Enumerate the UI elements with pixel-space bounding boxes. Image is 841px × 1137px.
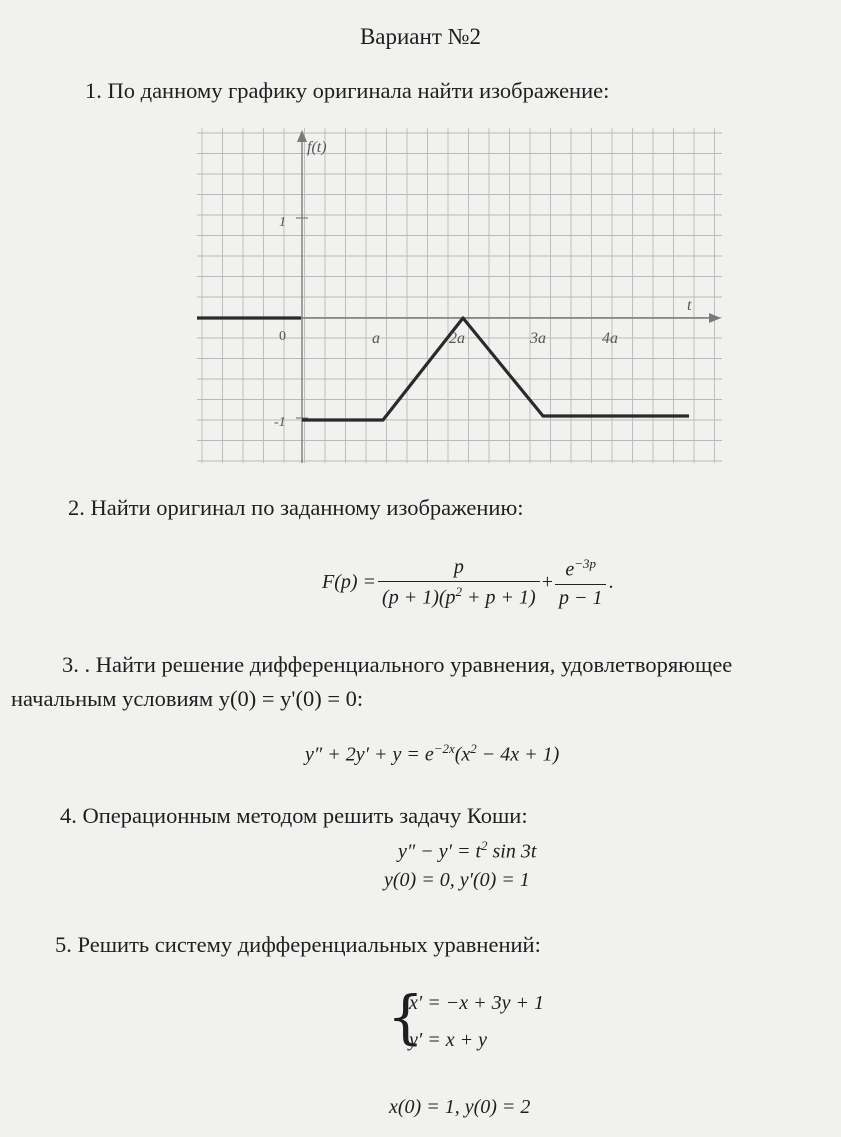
t-axis-label: t	[687, 297, 692, 314]
axes	[197, 130, 721, 463]
plus-sign: +	[541, 571, 553, 594]
fraction-1-numerator: p	[453, 556, 464, 578]
original-function-graph	[197, 128, 727, 468]
task4-equation: $y'' - y' = t^2$ sin 3t	[398, 838, 537, 863]
f-axis-arrow	[297, 130, 307, 142]
task3-equation: $y'' + 2y' + y = e^{-2x}(x^2 - 4x + 1)$	[305, 741, 560, 766]
tick-label-0: 0	[279, 329, 286, 344]
task3-line2: начальным условиям y(0) = y'(0) = 0:	[11, 686, 364, 711]
variant-title: Вариант №2	[359, 24, 482, 49]
graph-grid	[197, 128, 722, 463]
fraction-1	[378, 556, 540, 610]
task2-formula	[322, 556, 613, 610]
system-equation-2: y′ = x + y	[409, 1029, 487, 1051]
task2-text: 2. Найти оригинал по заданному изображению:	[68, 495, 524, 520]
task4-initial-conditions: y(0) = 0, y′(0) = 1	[384, 869, 530, 891]
tick-label-3a: 3a	[530, 330, 546, 347]
task4-text: 4. Операционным методом решить задачу Коши:	[60, 803, 528, 828]
system-equation-1: x′ = −x + 3y + 1	[409, 992, 544, 1014]
tick-label-m1: -1	[274, 415, 286, 430]
f-axis-label: f(t)	[307, 139, 327, 156]
tick-label-a: a	[372, 330, 380, 347]
task5-initial-conditions: x(0) = 1, y(0) = 2	[389, 1096, 531, 1118]
function-line-main	[302, 318, 689, 420]
task3-line1: 3. . Найти решение дифференциального уравнения, удовлетворяющее	[62, 652, 733, 677]
fraction-2-denominator: p − 1	[555, 584, 607, 610]
fraction-2-numerator: $e^{-3p}$	[565, 556, 597, 581]
task5-text: 5. Решить систему дифференциальных уравнений:	[55, 932, 541, 957]
tick-label-4a: 4a	[602, 330, 618, 347]
task1-text: 1. По данному графику оригинала найти изображение:	[85, 78, 610, 103]
tick-label-2a: 2a	[449, 330, 465, 347]
fraction-2	[555, 556, 607, 610]
t-axis-arrow	[709, 313, 721, 323]
formula-lhs: F(p) =	[322, 571, 377, 594]
system-brace: {	[387, 983, 424, 1051]
fraction-1-denominator: $(p + 1)(p^2 + p + 1)$	[378, 581, 540, 610]
formula-end: .	[608, 571, 614, 594]
tick-label-1: 1	[279, 215, 286, 230]
